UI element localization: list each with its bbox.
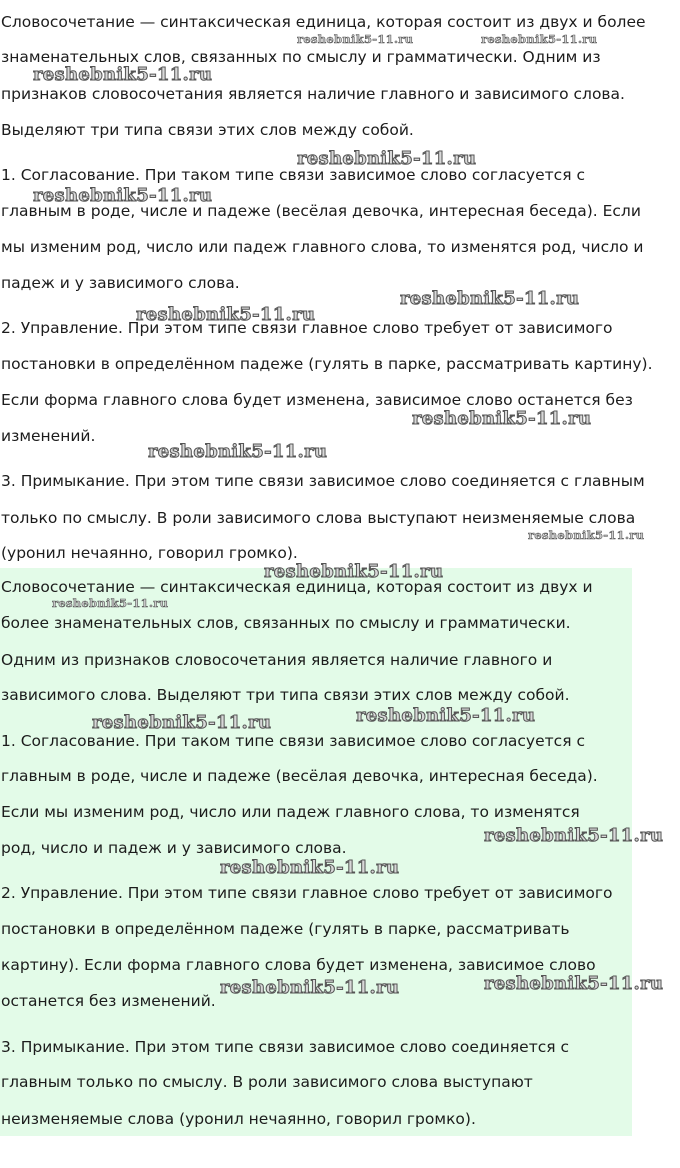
paragraph-line: Если форма главного слова будет изменена, зависимое слово останется без — [1, 391, 633, 409]
paragraph-line: неизменяемые слова (уронил нечаянно, говорил громко). — [1, 1110, 476, 1128]
paragraph-line: только по смыслу. В роли зависимого слова выступают неизменяемые слова — [1, 509, 636, 527]
paragraph-line: Словосочетание — синтаксическая единица, которая состоит из двух и более — [1, 13, 646, 31]
paragraph-line: падеж и у зависимого слова. — [1, 274, 240, 292]
watermark: reshebnik5-11.ru — [33, 185, 213, 206]
watermark: reshebnik5-11.ru — [220, 857, 400, 878]
paragraph-line: Словосочетание — синтаксическая единица, которая состоит из двух и — [1, 578, 593, 596]
paragraph-line: главным в роде, числе и падеже (весёлая девочка, интересная беседа). Если — [1, 202, 641, 220]
paragraph-line: Если мы изменим род, число или падеж главного слова, то изменятся — [1, 803, 580, 821]
watermark: reshebnik5-11.ru — [528, 528, 645, 542]
paragraph-line: главным в роде, числе и падеже (весёлая девочка, интересная беседа). — [1, 767, 598, 785]
paragraph-line: более знаменательных слов, связанных по смыслу и грамматически. — [1, 614, 571, 632]
paragraph-line: Одним из признаков словосочетания является наличие главного и — [1, 651, 553, 669]
watermark: reshebnik5-11.ru — [136, 304, 316, 325]
paragraph-line: 1. Согласование. При таком типе связи зависимое слово согласуется с — [1, 732, 585, 750]
watermark: reshebnik5-11.ru — [264, 561, 444, 582]
watermark: reshebnik5-11.ru — [481, 32, 598, 46]
paragraph-line: постановки в определённом падеже (гулять в парке, рассматривать картину). — [1, 355, 653, 373]
watermark: reshebnik5-11.ru — [412, 408, 592, 429]
watermark: reshebnik5-11.ru — [92, 712, 272, 733]
paragraph-line: постановки в определённом падеже (гулять в парке, рассматривать — [1, 920, 570, 938]
paragraph-line: изменений. — [1, 427, 96, 445]
paragraph-line: 3. Примыкание. При этом типе связи зависимое слово соединяется с главным — [1, 472, 645, 490]
paragraph-line: картину). Если форма главного слова будет изменена, зависимое слово — [1, 956, 596, 974]
watermark: reshebnik5-11.ru — [356, 705, 536, 726]
paragraph-line: знаменательных слов, связанных по смыслу и грамматически. Одним из — [1, 48, 601, 66]
paragraph-line: зависимого слова. Выделяют три типа связи этих слов между собой. — [1, 686, 570, 704]
paragraph-line: мы изменим род, число или падеж главного слова, то изменятся род, число и — [1, 238, 644, 256]
paragraph-line: 3. Примыкание. При этом типе связи зависимое слово соединяется с — [1, 1038, 570, 1056]
watermark: reshebnik5-11.ru — [52, 596, 169, 610]
paragraph-line: 2. Управление. При этом типе связи главное слово требует от зависимого — [1, 319, 613, 337]
watermark: reshebnik5-11.ru — [220, 977, 400, 998]
watermark: reshebnik5-11.ru — [297, 32, 414, 46]
watermark: reshebnik5-11.ru — [148, 441, 328, 462]
watermark: reshebnik5-11.ru — [400, 288, 580, 309]
paragraph-line: 1. Согласование. При таком типе связи зависимое слово согласуется с — [1, 166, 585, 184]
watermark: reshebnik5-11.ru — [484, 973, 664, 994]
paragraph-line: 2. Управление. При этом типе связи главное слово требует от зависимого — [1, 884, 613, 902]
paragraph-line: признаков словосочетания является наличие главного и зависимого слова. — [1, 85, 625, 103]
watermark: reshebnik5-11.ru — [297, 148, 477, 169]
paragraph-line: род, число и падеж и у зависимого слова. — [1, 839, 347, 857]
watermark: reshebnik5-11.ru — [484, 825, 664, 846]
text-block-highlighted — [0, 568, 632, 1136]
paragraph-line: останется без изменений. — [1, 992, 216, 1010]
paragraph-line: (уронил нечаянно, говорил громко). — [1, 544, 298, 562]
paragraph-line: Выделяют три типа связи этих слов между собой. — [1, 121, 414, 139]
watermark: reshebnik5-11.ru — [33, 64, 213, 85]
paragraph-line: главным только по смыслу. В роли зависимого слова выступают — [1, 1073, 533, 1091]
